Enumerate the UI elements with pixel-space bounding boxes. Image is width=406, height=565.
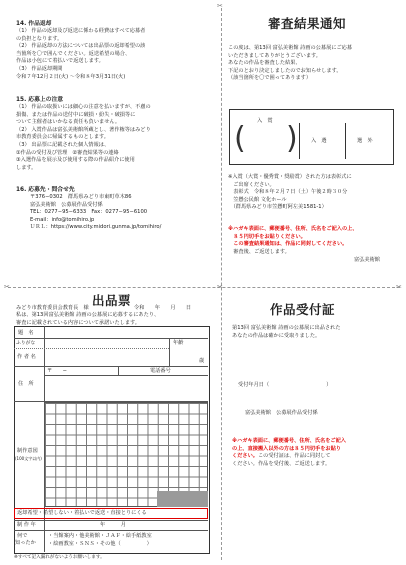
scissors-icon: ✂ xyxy=(217,2,223,10)
text-line: 表彰式 令和８年２月７日（土）午後２時３０分 xyxy=(228,189,348,196)
section-14-body xyxy=(16,28,145,81)
result-divider xyxy=(299,123,301,159)
text-line: （群馬県みどり市笠懸町阿左美1581-1） xyxy=(228,204,327,211)
section-16-title: 16. 応募先・問合せ先 xyxy=(16,187,75,193)
scissors-icon: ✂ xyxy=(4,283,10,291)
text-line: ③入選作品を展示及び使用する際の作品紹介に使用 xyxy=(16,157,135,164)
result-box xyxy=(229,109,394,165)
how-label-2: 知ったか xyxy=(15,540,36,546)
result-prize-label: 入 賞 xyxy=(257,118,273,124)
text-line: ※入賞（大賞・優秀賞・奨励賞）された方は表彰式に xyxy=(228,174,352,180)
text-line: ついて主催者はいかなる責任も負いません。 xyxy=(16,119,121,126)
receipt-intro xyxy=(232,325,340,340)
text-line: （1） 作品の返却及び返送に係わる経費はすべて応募者 xyxy=(16,28,146,34)
addressee: みどり市教育委員会教育長 様 xyxy=(16,305,89,311)
result-notice-title: 審査結果通知 xyxy=(268,16,347,31)
how-option-line[interactable]: ・絵画教室・ＳＮＳ・その他（ ） xyxy=(48,540,152,547)
address-field[interactable] xyxy=(45,376,207,400)
text-line: あなたの作品を審査した結果、 xyxy=(228,60,301,67)
declaration xyxy=(16,312,159,327)
text-line: 審査後、ご返送します。 xyxy=(228,248,290,255)
text-line: 作品は小包にて着払いで返送します。 xyxy=(16,58,104,65)
row-divider xyxy=(14,530,208,532)
text-line: この度は、第13回 富弘美術館 詩画の公募展にご応募 xyxy=(228,45,353,51)
text-line: 令和７年12月２日(火) 〜令和８年3月31日(火) xyxy=(16,73,126,80)
receipt-red-note xyxy=(232,438,346,468)
text: この受付証は、作品に同封して xyxy=(257,453,331,460)
text-line: （2） 入賞作品は富弘美術館所蔵とし、著作権等はみどり xyxy=(16,126,151,133)
text-line: ください。作品を受付後、ご返送します。 xyxy=(232,460,331,467)
text-line: 損傷、または作品の送付中に破損・紛失・破損等に xyxy=(16,111,136,118)
text-line: （3） 出品票に記載された個人情報は、 xyxy=(16,141,110,148)
receipt-title: 作品受付証 xyxy=(270,302,336,317)
furigana-field[interactable] xyxy=(45,339,169,348)
text-line: 富弘美術館 公募展作品受付係 xyxy=(30,201,103,208)
title-label: 題 名 xyxy=(18,330,34,336)
url-link[interactable]: ＵＲＬ：https://www.city.midori.gunma.jp/tomihiro/ xyxy=(30,224,162,231)
phone-divider xyxy=(118,366,120,375)
text-line: TEL：0277−95−6333 Fax：0277−95−6100 xyxy=(30,209,148,216)
section-14-title: 14. 作品返却 xyxy=(16,21,52,27)
text-line: 当箇所を〇で囲んでください。返送希望の場合、 xyxy=(16,50,131,57)
text-line: ①作品の受付及び管理 ②審査結果等の連絡 xyxy=(16,149,119,156)
author-name-field[interactable] xyxy=(45,349,169,366)
award-notes xyxy=(228,174,352,212)
text-line: （2） 作品返却の方法については出品票の返却希望の該 xyxy=(16,43,146,50)
text-line: 審査に記載されている内容について承諾いたします。 xyxy=(16,319,140,326)
result-selected-label: 入 選 xyxy=(311,138,327,144)
text-line: あなたの作品は確かに受取りました。 xyxy=(232,332,321,339)
result-notice-intro xyxy=(228,45,352,83)
scissors-icon: ✂ xyxy=(217,283,223,291)
title-field[interactable] xyxy=(45,328,207,338)
how-option-line[interactable]: ・当館案内・他美術館・ＪＡＦ・絵手紙教室 xyxy=(48,533,152,539)
text-line: 〒376−0302 群馬県みどり市東町草木86 xyxy=(30,194,132,200)
red-text: ください。 xyxy=(232,453,258,460)
email-text[interactable]: E-mail：info@tomihiro.jp xyxy=(30,216,95,223)
text-line: （3） 作品返却期間 xyxy=(16,65,63,72)
section-15-body xyxy=(16,104,151,172)
author-name-label: 作 者 名 xyxy=(17,354,36,360)
production-year-label: 制 作 年 xyxy=(17,522,36,528)
phone-label: 電話番号 xyxy=(150,368,171,374)
text-line: 市教育委員会に帰属するものとします。 xyxy=(16,134,109,141)
red-text-line: ※ハガキ表面に、郵便番号、住所、氏名をご記入 xyxy=(232,438,346,444)
return-options[interactable]: 返却希望・希望しない・着払いで返送・直接とりにくる xyxy=(17,510,147,516)
how-label: 何で xyxy=(17,533,28,539)
text-line: 私は、第13回富弘美術館 詩画の公募展に応募するにあたり、 xyxy=(16,312,160,318)
intent-label: 制作意図 xyxy=(17,448,38,454)
red-text-line: の上、直接搬入以外の方は８５円切手をお貼り xyxy=(232,445,341,452)
text-line xyxy=(232,453,346,461)
result-signature: 富弘美術館 xyxy=(354,257,380,263)
age-label: 年齢 xyxy=(173,340,184,346)
result-rejected-label: 選 外 xyxy=(357,138,373,144)
text-line: 下記のとおり決定しましたのでお知らせします。 xyxy=(228,67,342,74)
form-date: 令和 年 月 日 xyxy=(134,305,192,311)
scissors-icon: ✂ xyxy=(396,283,402,291)
form-footnote: ※すべて記入漏れがないようお願いします。 xyxy=(14,555,105,560)
receipt-signature: 富弘美術館 公募展作品受付係 xyxy=(245,410,318,416)
text-line: ご出席ください。 xyxy=(228,181,275,188)
text-line: （1） 作品の取扱いには細心の注意を払いますが、不慮の xyxy=(16,104,151,110)
red-text-line: ８５円切手をお貼りください。 xyxy=(228,233,306,240)
entry-form-title: 出品票 xyxy=(92,293,132,308)
intent-note: (100文字以内) xyxy=(15,456,42,461)
red-text-line: ※ハガキ表面に、郵便番号、住所、氏名をご記入の上、 xyxy=(228,226,358,232)
age-unit: 歳 xyxy=(199,358,205,364)
postal-mark: 〒 − xyxy=(47,368,67,374)
bracket-right: ) xyxy=(286,121,298,156)
text-line: （該当箇所を〇で囲ってあります） xyxy=(228,75,312,82)
bracket-left: ( xyxy=(234,121,246,156)
horizontal-cut-line xyxy=(8,287,400,288)
text-line: 第13回 富弘美術館 詩画の公募展に出品された xyxy=(232,325,341,331)
text-line: 笠懸公民館 文化ホール xyxy=(228,196,287,203)
result-divider xyxy=(345,123,347,159)
address-label: 住 所 xyxy=(18,381,34,387)
text-line: の負担となります。 xyxy=(16,35,63,42)
section-16-body xyxy=(30,194,161,232)
section-15-title: 15. 応募上の注意 xyxy=(16,97,64,103)
result-red-note xyxy=(228,226,358,256)
text-line: いただきましてありがとうございます。 xyxy=(228,52,321,59)
receipt-date[interactable]: 受付年月日（ ） xyxy=(238,382,332,388)
row-divider xyxy=(14,366,208,368)
text-line: します。 xyxy=(16,164,37,171)
grid-shaded-cells xyxy=(157,491,208,507)
furigana-label: ふりがな xyxy=(16,341,36,346)
how-options[interactable] xyxy=(48,533,152,548)
production-year-field[interactable]: 年 月 xyxy=(100,522,126,528)
red-text-line: この審査結果通知は、作品に同封してください。 xyxy=(228,241,348,248)
